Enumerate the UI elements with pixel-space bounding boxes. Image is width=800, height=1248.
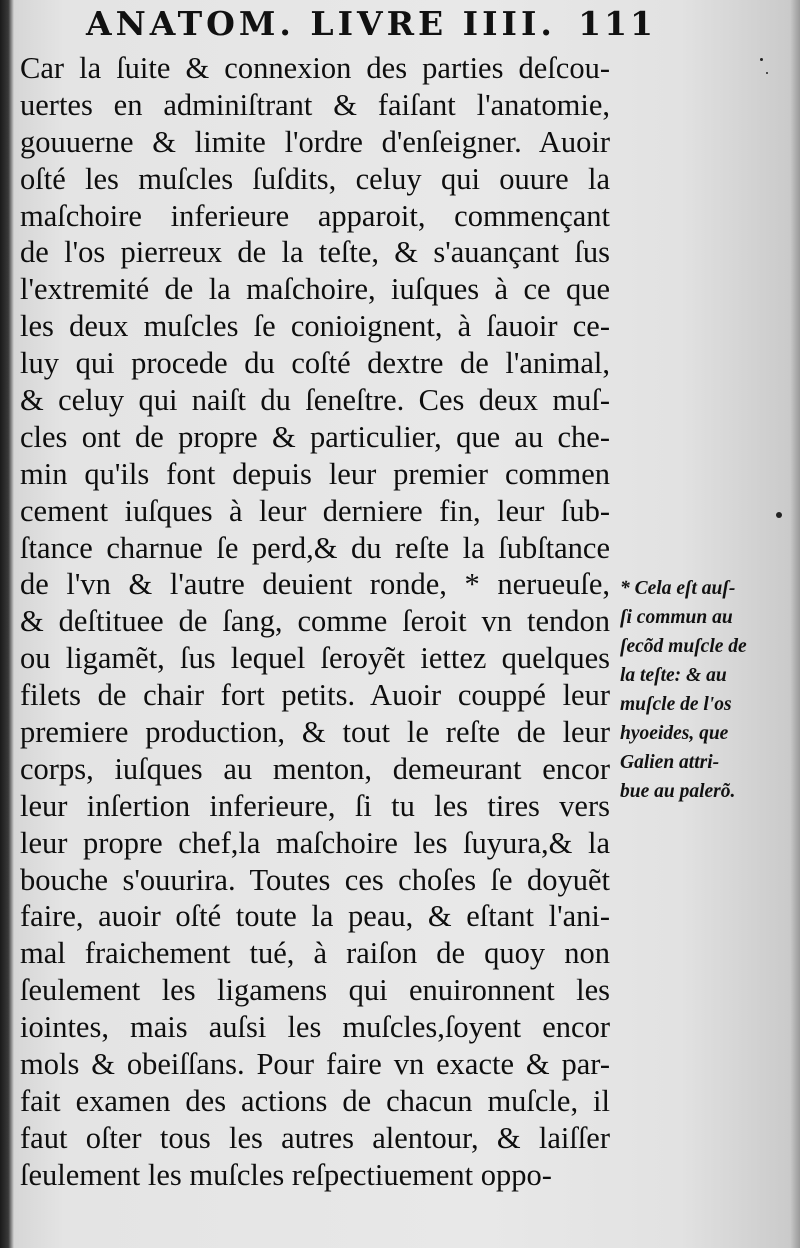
marginal-note-line: ſecõd muſcle de [620, 636, 747, 657]
running-head [86, 4, 656, 44]
ink-speck [760, 58, 763, 61]
text-line: faire, auoir oſté toute la peau, & eſtant l'ani- [20, 899, 610, 934]
text-line: & celuy qui naiſt du ſeneſtre. Ces deux muſ- [20, 383, 610, 418]
page-number: 111 [578, 4, 656, 43]
text-line: & deſtituee de ſang, comme ſeroit vn tendon [20, 604, 610, 639]
text-line: ſtance charnue ſe perd,& du reſte la ſubſtance [20, 530, 610, 565]
text-line: fait examen des actions de chacun muſcle, il [20, 1083, 610, 1118]
text-line: uertes en adminiſtrant & faiſant l'anatomie, [20, 87, 610, 122]
text-line: leur inſertion inferieure, ſi tu les tires vers [20, 788, 610, 823]
text-line: de l'os pierreux de la teſte, & s'auançant ſus [20, 235, 610, 270]
text-line: ſeulement les muſcles reſpectiuement oppo- [20, 1157, 552, 1192]
marginal-note-line: bue au palerõ. [620, 781, 736, 802]
marginal-note [620, 574, 780, 806]
page-edge [790, 0, 800, 1248]
text-line: min qu'ils font depuis leur premier commen [20, 456, 610, 491]
text-line: premiere production, & tout le reſte de leur [20, 715, 610, 750]
text-line: les deux muſcles ſe conioignent, à ſauoir ce- [20, 309, 610, 344]
marginal-note-line: muſcle de l'os [620, 694, 732, 715]
text-line: oſté les muſcles ſuſdits, celuy qui ouure la [20, 161, 610, 196]
text-line: leur propre chef,la maſchoire les ſuyura,& la [20, 825, 610, 860]
text-line: de l'vn & l'autre deuient ronde, * nerueuſe, [20, 567, 610, 602]
text-line: l'extremité de la maſchoire, iuſques à ce que [20, 272, 610, 307]
text-line: mal fraichement tué, à raiſon de quoy non [20, 936, 610, 971]
text-line: luy qui procede du coſté dextre de l'animal, [20, 346, 610, 381]
marginal-note-line: la teſte: & au [620, 665, 727, 686]
text-line: cles ont de propre & particulier, que au che- [20, 419, 610, 454]
ink-speck [776, 512, 782, 518]
body-text [20, 50, 610, 1194]
text-line: ou ligamẽt, ſus lequel ſeroyẽt iettez quelques [20, 641, 610, 676]
marginal-note-line: ſi commun au [620, 607, 733, 628]
text-line: bouche s'ouurira. Toutes ces choſes ſe doyuẽt [20, 862, 610, 897]
text-line: ſeulement les ligamens qui enuironnent les [20, 973, 610, 1008]
text-line: maſchoire inferieure apparoit, commençant [20, 198, 610, 233]
text-line: corps, iuſques au menton, demeurant encor [20, 751, 610, 786]
marginal-note-line: hyoeides, que [620, 723, 729, 744]
binding-shadow [0, 0, 14, 1248]
text-line: filets de chair fort petits. Auoir couppé leur [20, 678, 610, 713]
ink-speck [766, 72, 768, 74]
marginal-note-line: Galien attri- [620, 752, 720, 773]
marginal-note-line: * Cela eſt auſ- [620, 578, 736, 599]
text-line: mols & obeiſſans. Pour faire vn exacte & par- [20, 1047, 610, 1082]
text-line: faut oſter tous les autres alentour, & laiſſer [20, 1120, 610, 1155]
text-line: iointes, mais auſsi les muſcles,ſoyent encor [20, 1010, 610, 1045]
text-line: cement iuſques à leur derniere fin, leur ſub- [20, 493, 610, 528]
text-line: Car la ſuite & connexion des parties deſcou- [20, 51, 610, 85]
text-line: gouuerne & limite l'ordre d'enſeigner. Auoir [20, 124, 610, 159]
running-head-title: ANATOM. LIVRE IIII. [86, 4, 556, 43]
